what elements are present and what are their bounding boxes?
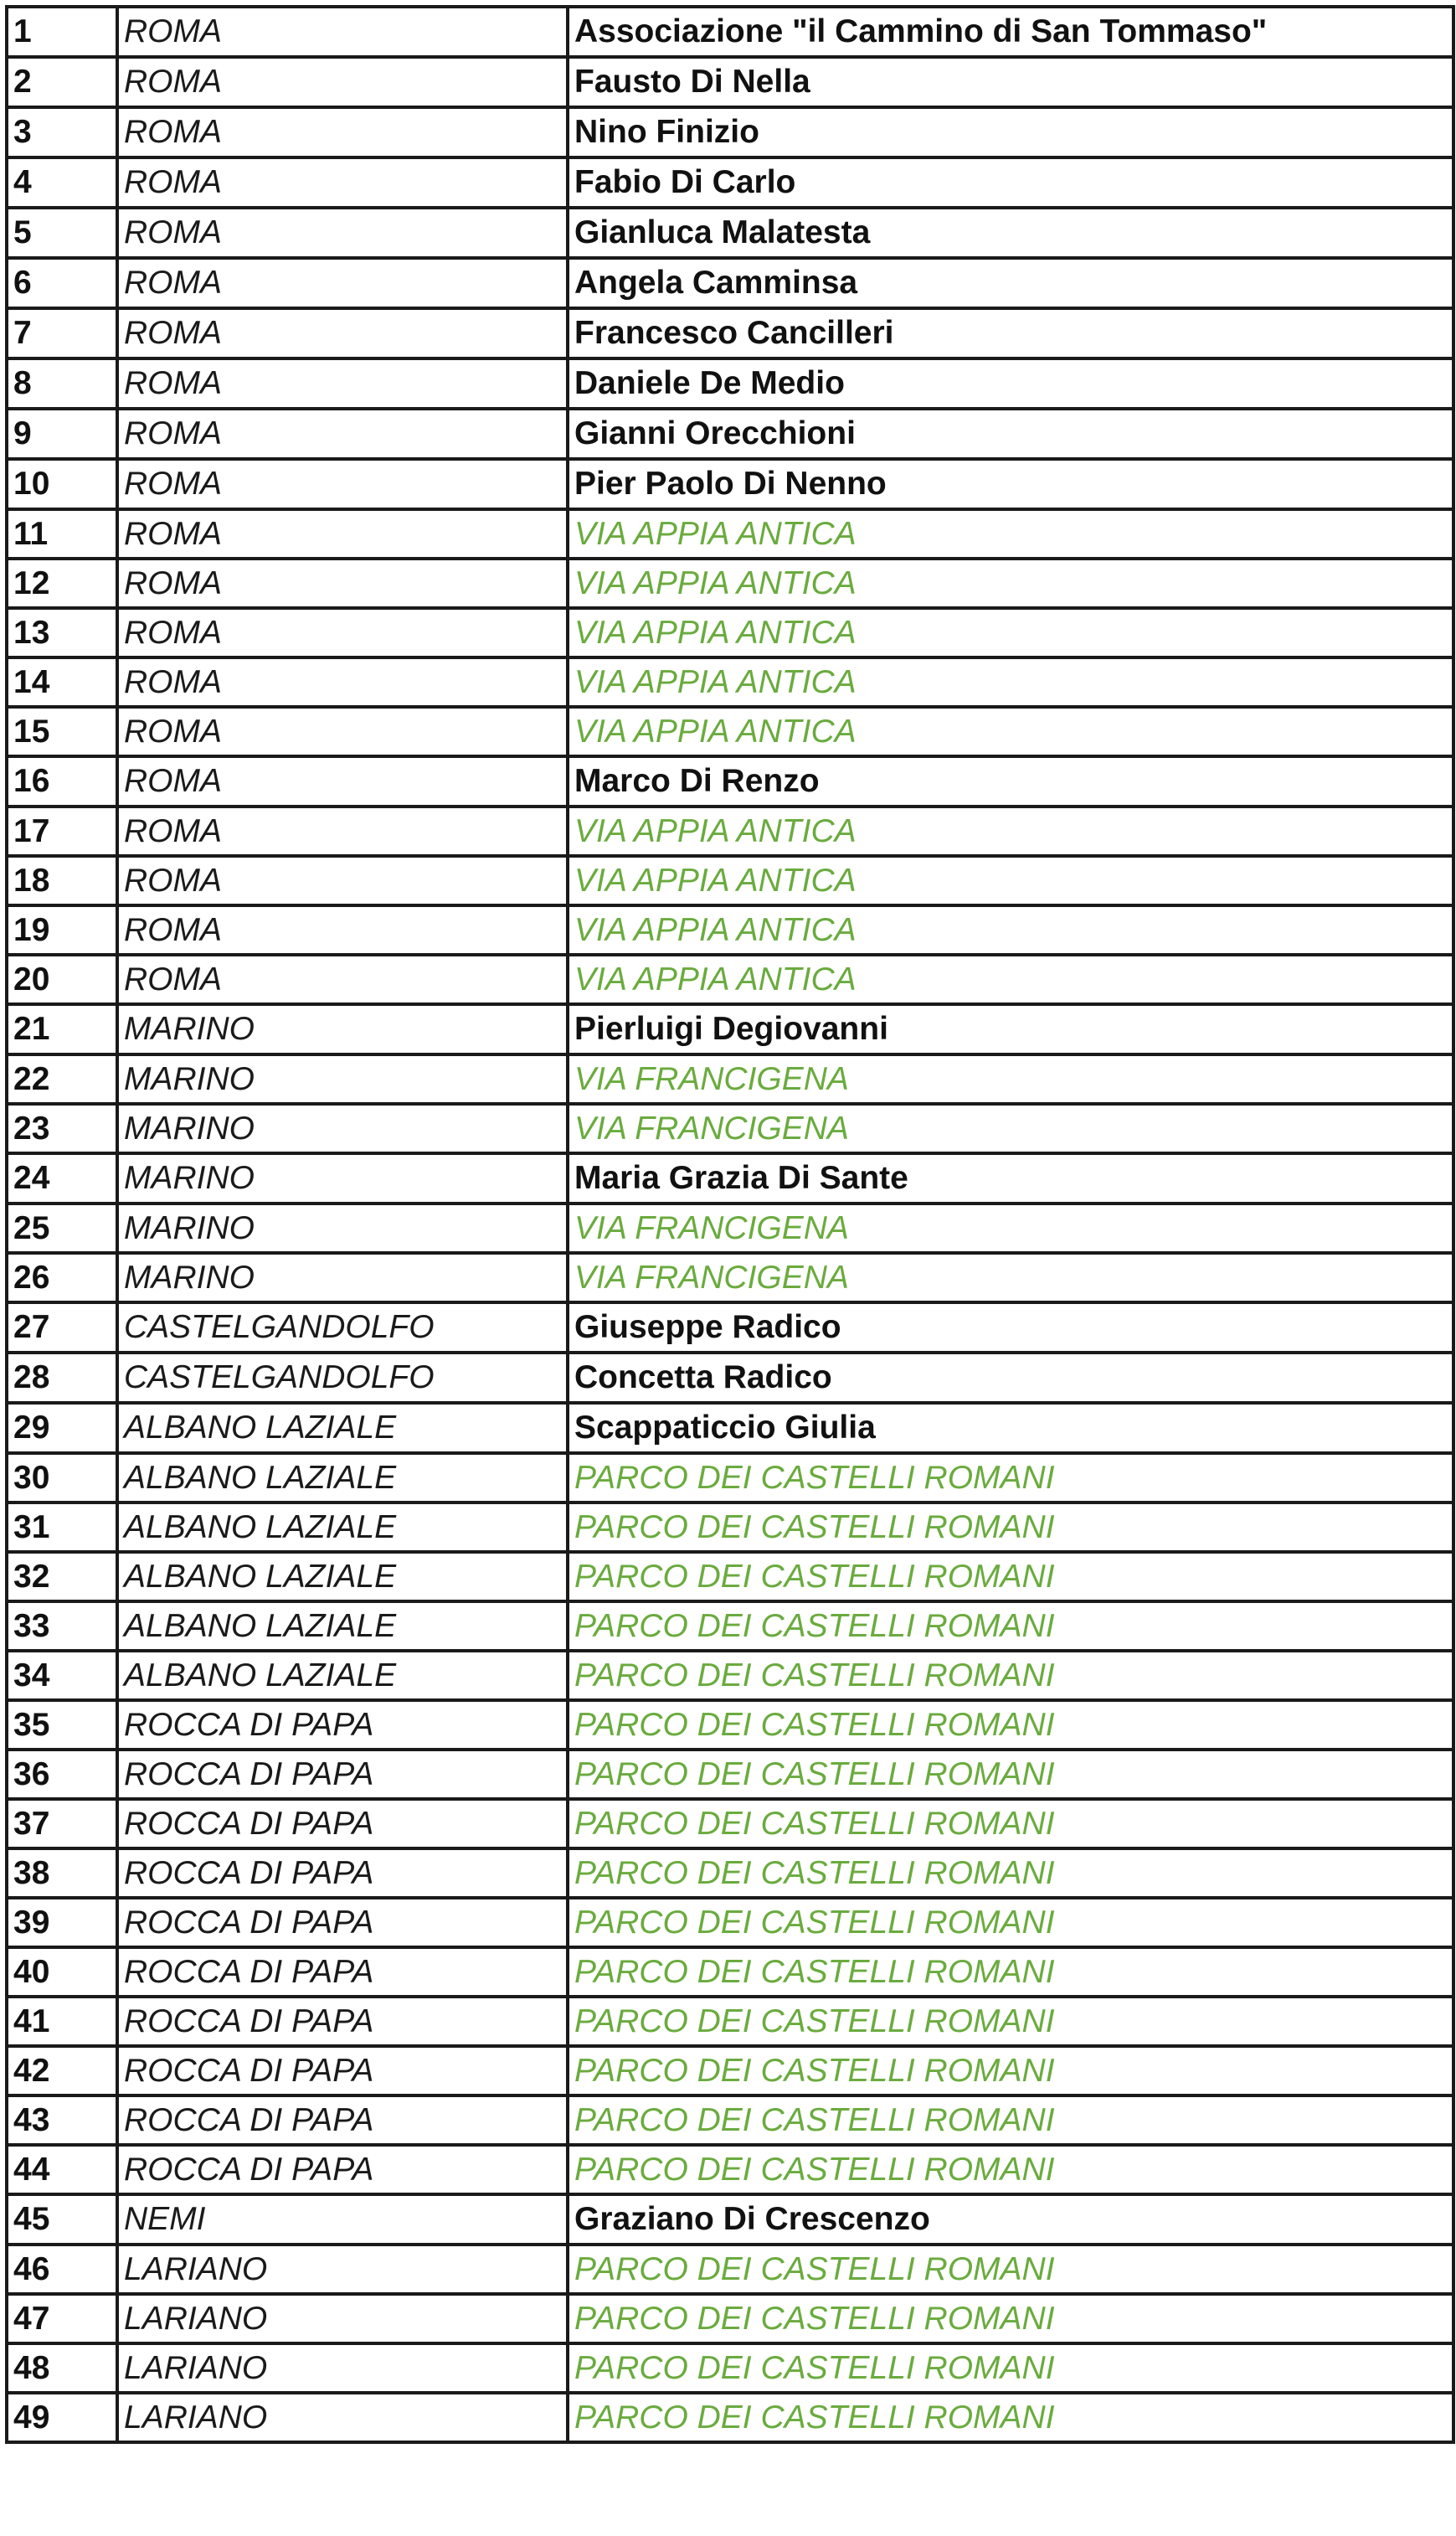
municipality-cell: ROCCA DI PAPA: [117, 1997, 568, 2046]
host-name-cell: Concetta Radico: [568, 1353, 1453, 1403]
municipality-cell: ROMA: [117, 559, 568, 608]
document-sheet: [5, 5, 1452, 2444]
host-name-cell: Graziano Di Crescenzo: [568, 2194, 1453, 2245]
host-name-cell: Gianluca Malatesta: [568, 208, 1453, 258]
row-number-cell: 31: [7, 1503, 117, 1552]
host-name-cell: Associazione "il Cammino di San Tommaso": [568, 7, 1453, 57]
municipality-cell: LARIANO: [117, 2343, 568, 2393]
route-cell: VIA APPIA ANTICA: [568, 509, 1453, 559]
municipality-cell: ALBANO LAZIALE: [117, 1503, 568, 1552]
table-row: [7, 1601, 1453, 1651]
table-row: [7, 157, 1453, 208]
table-row: [7, 2046, 1453, 2095]
table-row: [7, 1353, 1453, 1403]
municipality-cell: ALBANO LAZIALE: [117, 1453, 568, 1503]
table-row: [7, 559, 1453, 608]
route-cell: PARCO DEI CASTELLI ROMANI: [568, 2393, 1453, 2442]
row-number-cell: 47: [7, 2294, 117, 2343]
row-number-cell: 37: [7, 1799, 117, 1848]
row-number-cell: 26: [7, 1253, 117, 1302]
municipality-cell: ROCCA DI PAPA: [117, 1898, 568, 1947]
route-cell: PARCO DEI CASTELLI ROMANI: [568, 1503, 1453, 1552]
host-name-cell: Giuseppe Radico: [568, 1302, 1453, 1353]
host-name-cell: Angela Camminsa: [568, 258, 1453, 308]
table-row: [7, 905, 1453, 955]
municipality-cell: ROMA: [117, 107, 568, 157]
municipality-cell: ALBANO LAZIALE: [117, 1552, 568, 1601]
table-row: [7, 1104, 1453, 1153]
route-cell: PARCO DEI CASTELLI ROMANI: [568, 2245, 1453, 2294]
route-cell: VIA APPIA ANTICA: [568, 856, 1453, 905]
table-row: [7, 1898, 1453, 1947]
row-number-cell: 40: [7, 1947, 117, 1997]
municipality-cell: ALBANO LAZIALE: [117, 1601, 568, 1651]
table-row: [7, 57, 1453, 107]
row-number-cell: 14: [7, 657, 117, 707]
route-cell: PARCO DEI CASTELLI ROMANI: [568, 1552, 1453, 1601]
municipality-cell: ROMA: [117, 509, 568, 559]
municipality-cell: MARINO: [117, 1104, 568, 1153]
table-row: [7, 1651, 1453, 1700]
municipality-cell: MARINO: [117, 1054, 568, 1104]
route-cell: PARCO DEI CASTELLI ROMANI: [568, 1799, 1453, 1848]
table-row: [7, 1302, 1453, 1353]
row-number-cell: 25: [7, 1204, 117, 1253]
row-number-cell: 41: [7, 1997, 117, 2046]
row-number-cell: 42: [7, 2046, 117, 2095]
host-name-cell: Marco Di Renzo: [568, 756, 1453, 807]
table-row: [7, 1054, 1453, 1104]
row-number-cell: 35: [7, 1700, 117, 1750]
host-name-cell: Gianni Orecchioni: [568, 409, 1453, 459]
route-cell: VIA APPIA ANTICA: [568, 657, 1453, 707]
route-cell: PARCO DEI CASTELLI ROMANI: [568, 2343, 1453, 2393]
table-row: [7, 1004, 1453, 1054]
row-number-cell: 10: [7, 459, 117, 509]
municipality-cell: MARINO: [117, 1153, 568, 1204]
table-row: [7, 1204, 1453, 1253]
table-row: [7, 208, 1453, 258]
row-number-cell: 43: [7, 2095, 117, 2145]
municipality-cell: ROMA: [117, 358, 568, 409]
municipality-cell: ROMA: [117, 258, 568, 308]
table-row: [7, 409, 1453, 459]
table-row: [7, 258, 1453, 308]
municipality-cell: NEMI: [117, 2194, 568, 2245]
row-number-cell: 11: [7, 509, 117, 559]
row-number-cell: 4: [7, 157, 117, 208]
table-row: [7, 1453, 1453, 1503]
route-cell: VIA FRANCIGENA: [568, 1204, 1453, 1253]
table-row: [7, 1253, 1453, 1302]
table-row: [7, 2194, 1453, 2245]
row-number-cell: 2: [7, 57, 117, 107]
row-number-cell: 36: [7, 1750, 117, 1799]
row-number-cell: 7: [7, 308, 117, 358]
route-cell: VIA APPIA ANTICA: [568, 559, 1453, 608]
table-row: [7, 1750, 1453, 1799]
route-cell: PARCO DEI CASTELLI ROMANI: [568, 1898, 1453, 1947]
municipality-cell: LARIANO: [117, 2245, 568, 2294]
table-row: [7, 2343, 1453, 2393]
table-row: [7, 509, 1453, 559]
municipality-cell: ROCCA DI PAPA: [117, 2046, 568, 2095]
table-row: [7, 2294, 1453, 2343]
row-number-cell: 9: [7, 409, 117, 459]
route-cell: PARCO DEI CASTELLI ROMANI: [568, 2294, 1453, 2343]
host-name-cell: Francesco Cancilleri: [568, 308, 1453, 358]
row-number-cell: 16: [7, 756, 117, 807]
table-row: [7, 2095, 1453, 2145]
route-cell: PARCO DEI CASTELLI ROMANI: [568, 1651, 1453, 1700]
table-row: [7, 459, 1453, 509]
row-number-cell: 20: [7, 955, 117, 1004]
route-cell: VIA FRANCIGENA: [568, 1054, 1453, 1104]
table-body: [7, 7, 1453, 2442]
host-name-cell: Scappaticcio Giulia: [568, 1403, 1453, 1453]
route-cell: VIA APPIA ANTICA: [568, 707, 1453, 756]
municipality-cell: ROCCA DI PAPA: [117, 2095, 568, 2145]
row-number-cell: 28: [7, 1353, 117, 1403]
table-row: [7, 1700, 1453, 1750]
table-row: [7, 1153, 1453, 1204]
route-cell: VIA APPIA ANTICA: [568, 807, 1453, 856]
municipality-cell: ROMA: [117, 856, 568, 905]
row-number-cell: 49: [7, 2393, 117, 2442]
municipality-cell: CASTELGANDOLFO: [117, 1353, 568, 1403]
municipality-cell: ROMA: [117, 905, 568, 955]
municipality-cell: ROCCA DI PAPA: [117, 1947, 568, 1997]
route-cell: PARCO DEI CASTELLI ROMANI: [568, 1848, 1453, 1898]
host-name-cell: Fabio Di Carlo: [568, 157, 1453, 208]
route-cell: PARCO DEI CASTELLI ROMANI: [568, 2046, 1453, 2095]
table-row: [7, 707, 1453, 756]
route-cell: VIA FRANCIGENA: [568, 1104, 1453, 1153]
municipality-cell: MARINO: [117, 1253, 568, 1302]
row-number-cell: 21: [7, 1004, 117, 1054]
municipality-cell: ROMA: [117, 157, 568, 208]
route-cell: VIA APPIA ANTICA: [568, 608, 1453, 657]
municipality-cell: ROCCA DI PAPA: [117, 1848, 568, 1898]
table-row: [7, 856, 1453, 905]
host-name-cell: Nino Finizio: [568, 107, 1453, 157]
municipality-cell: ROCCA DI PAPA: [117, 1700, 568, 1750]
table-row: [7, 955, 1453, 1004]
table-row: [7, 807, 1453, 856]
row-number-cell: 19: [7, 905, 117, 955]
municipality-cell: ROMA: [117, 955, 568, 1004]
row-number-cell: 17: [7, 807, 117, 856]
table-row: [7, 1552, 1453, 1601]
table-row: [7, 107, 1453, 157]
row-number-cell: 23: [7, 1104, 117, 1153]
host-name-cell: Pier Paolo Di Nenno: [568, 459, 1453, 509]
municipality-cell: MARINO: [117, 1004, 568, 1054]
route-cell: PARCO DEI CASTELLI ROMANI: [568, 2095, 1453, 2145]
municipality-cell: ROMA: [117, 409, 568, 459]
row-number-cell: 6: [7, 258, 117, 308]
municipality-cell: ROMA: [117, 608, 568, 657]
municipality-cell: ROMA: [117, 57, 568, 107]
table-row: [7, 1947, 1453, 1997]
row-number-cell: 13: [7, 608, 117, 657]
row-number-cell: 18: [7, 856, 117, 905]
row-number-cell: 15: [7, 707, 117, 756]
municipality-cell: LARIANO: [117, 2393, 568, 2442]
row-number-cell: 5: [7, 208, 117, 258]
municipality-cell: ALBANO LAZIALE: [117, 1403, 568, 1453]
municipality-cell: ROMA: [117, 807, 568, 856]
table-row: [7, 1503, 1453, 1552]
row-number-cell: 30: [7, 1453, 117, 1503]
row-number-cell: 1: [7, 7, 117, 57]
municipality-cell: MARINO: [117, 1204, 568, 1253]
municipality-cell: ROMA: [117, 657, 568, 707]
table-row: [7, 7, 1453, 57]
row-number-cell: 38: [7, 1848, 117, 1898]
municipality-cell: CASTELGANDOLFO: [117, 1302, 568, 1353]
route-cell: PARCO DEI CASTELLI ROMANI: [568, 1700, 1453, 1750]
municipality-cell: ROMA: [117, 756, 568, 807]
row-number-cell: 34: [7, 1651, 117, 1700]
host-name-cell: Fausto Di Nella: [568, 57, 1453, 107]
row-number-cell: 29: [7, 1403, 117, 1453]
row-number-cell: 48: [7, 2343, 117, 2393]
table-row: [7, 2145, 1453, 2194]
table-row: [7, 1848, 1453, 1898]
municipality-cell: ROCCA DI PAPA: [117, 1799, 568, 1848]
table-row: [7, 1997, 1453, 2046]
table-row: [7, 358, 1453, 409]
route-cell: VIA FRANCIGENA: [568, 1253, 1453, 1302]
row-number-cell: 8: [7, 358, 117, 409]
host-name-cell: Daniele De Medio: [568, 358, 1453, 409]
municipality-cell: ROMA: [117, 308, 568, 358]
row-number-cell: 24: [7, 1153, 117, 1204]
municipality-cell: ROMA: [117, 459, 568, 509]
hosts-table: [5, 5, 1455, 2444]
row-number-cell: 22: [7, 1054, 117, 1104]
municipality-cell: ROMA: [117, 707, 568, 756]
row-number-cell: 32: [7, 1552, 117, 1601]
table-row: [7, 308, 1453, 358]
table-row: [7, 2393, 1453, 2442]
table-row: [7, 657, 1453, 707]
row-number-cell: 27: [7, 1302, 117, 1353]
route-cell: VIA APPIA ANTICA: [568, 955, 1453, 1004]
municipality-cell: ALBANO LAZIALE: [117, 1651, 568, 1700]
table-row: [7, 1799, 1453, 1848]
table-row: [7, 756, 1453, 807]
municipality-cell: ROMA: [117, 208, 568, 258]
route-cell: PARCO DEI CASTELLI ROMANI: [568, 2145, 1453, 2194]
row-number-cell: 33: [7, 1601, 117, 1651]
route-cell: PARCO DEI CASTELLI ROMANI: [568, 1601, 1453, 1651]
table-row: [7, 1403, 1453, 1453]
row-number-cell: 44: [7, 2145, 117, 2194]
row-number-cell: 45: [7, 2194, 117, 2245]
municipality-cell: ROCCA DI PAPA: [117, 2145, 568, 2194]
row-number-cell: 3: [7, 107, 117, 157]
route-cell: VIA APPIA ANTICA: [568, 905, 1453, 955]
municipality-cell: LARIANO: [117, 2294, 568, 2343]
route-cell: PARCO DEI CASTELLI ROMANI: [568, 1997, 1453, 2046]
municipality-cell: ROMA: [117, 7, 568, 57]
route-cell: PARCO DEI CASTELLI ROMANI: [568, 1453, 1453, 1503]
host-name-cell: Maria Grazia Di Sante: [568, 1153, 1453, 1204]
row-number-cell: 46: [7, 2245, 117, 2294]
table-row: [7, 2245, 1453, 2294]
route-cell: PARCO DEI CASTELLI ROMANI: [568, 1947, 1453, 1997]
row-number-cell: 39: [7, 1898, 117, 1947]
table-row: [7, 608, 1453, 657]
municipality-cell: ROCCA DI PAPA: [117, 1750, 568, 1799]
host-name-cell: Pierluigi Degiovanni: [568, 1004, 1453, 1054]
row-number-cell: 12: [7, 559, 117, 608]
route-cell: PARCO DEI CASTELLI ROMANI: [568, 1750, 1453, 1799]
